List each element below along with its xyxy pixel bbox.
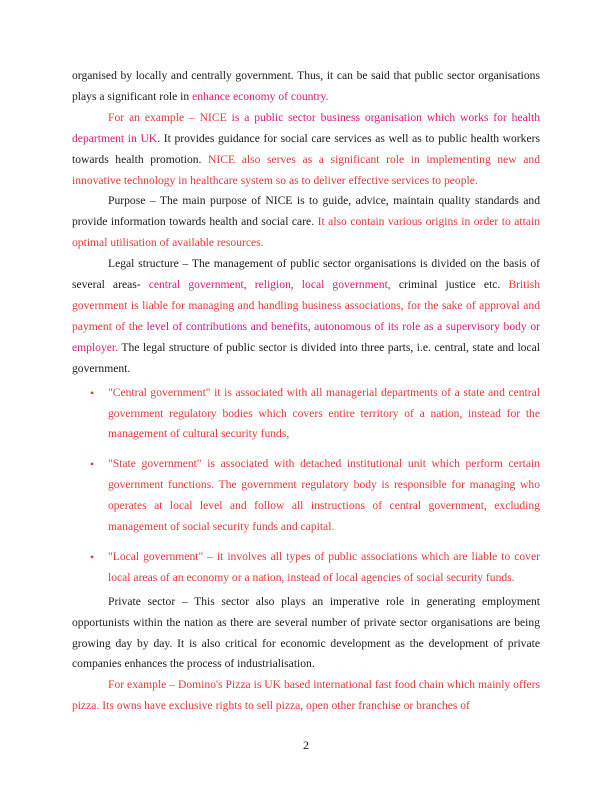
bullet-list	[72, 383, 540, 589]
paragraph-purpose: Purpose – The main purpose of NICE is to guide, advice, maintain quality standards and provide information towards health and social care. It also contain various origins in order to attain optimal utilisation of available resources.	[72, 194, 540, 250]
list-item: • "Local government" – it involves all types of public associations which are liable to cover local areas of an economy or a nation, instead of local agencies of social security funds.	[72, 547, 540, 589]
highlight-text: level of contributions and benefits,	[146, 319, 311, 333]
highlight-text: autonomous of its role as a supervisory body or employer.	[72, 319, 540, 354]
highlight-text: enhance economy of country.	[192, 89, 329, 103]
highlight-text: is a public sector business organisation which works for health department in UK	[72, 110, 541, 145]
paragraph-private-sector: Private sector – This sector also plays an imperative role in generating employment opportunists within the nation as there are several number of private sector organisations are being growing day by day. It is also critical for economic development as the development of private companies enhances the process of industrialisation.	[72, 594, 540, 671]
page-number: 2	[303, 738, 309, 752]
bullet-icon: •	[90, 549, 95, 564]
bullet-icon: •	[90, 385, 95, 400]
highlight-text: British government is liable for managing and handling business associations, for the sake of approval and payment of the	[72, 278, 541, 333]
highlight-text: It also contain various origins in order to attain optimal utilisation of available resources.	[72, 215, 540, 250]
paragraph-legal-structure: Legal structure – The management of public sector organisations is divided on the basis of several areas- central government, religion, local government, criminal justice etc. British government is liable for managing and handling business associations, for the sake of approval and payment of the level of contributions and benefits, autonomous of its role as a supervisory body or employer. The legal structure of public sector is divided into three parts, i.e. central, state and local government.	[72, 257, 541, 375]
paragraph-nice-example: For an example – NICE is a public sector business organisation which works for health department in UK. It provides guidance for social care services as well as to public health workers towards health promotion. NICE also serves as a significant role in implementing new and innovative technology in healthcare system so as to deliver effective services to people.	[72, 110, 541, 187]
paragraph-dominos-example: For example – Domino's Pizza is UK based international fast food chain which mainly offers pizza. Its owns have exclusive rights to sell pizza, open other franchise or branches of	[72, 678, 540, 713]
bullet-icon: •	[90, 457, 95, 472]
document-page	[72, 66, 540, 717]
highlight-text: central government, religion, local government,	[148, 278, 391, 292]
paragraph-intro: organised by locally and centrally government. Thus, it can be said that public sector organisations plays a significant role in enhance economy of country.	[72, 69, 540, 103]
highlight-text: NICE also serves as a significant role in implementing new and innovative technology in healthcare system so as to deliver effective services to people.	[72, 152, 540, 187]
list-item: • "State government" is associated with detached institutional unit which perform certain government functions. The government regulatory body is responsible for managing who operates at local level and follow all instructions of central government, excluding management of social security funds and capital.	[72, 454, 540, 538]
list-item: • "Central government" it is associated with all managerial departments of a state and central government regulatory bodies which covers entire territory of a nation, instead for the management of cultural security funds,	[72, 383, 540, 446]
